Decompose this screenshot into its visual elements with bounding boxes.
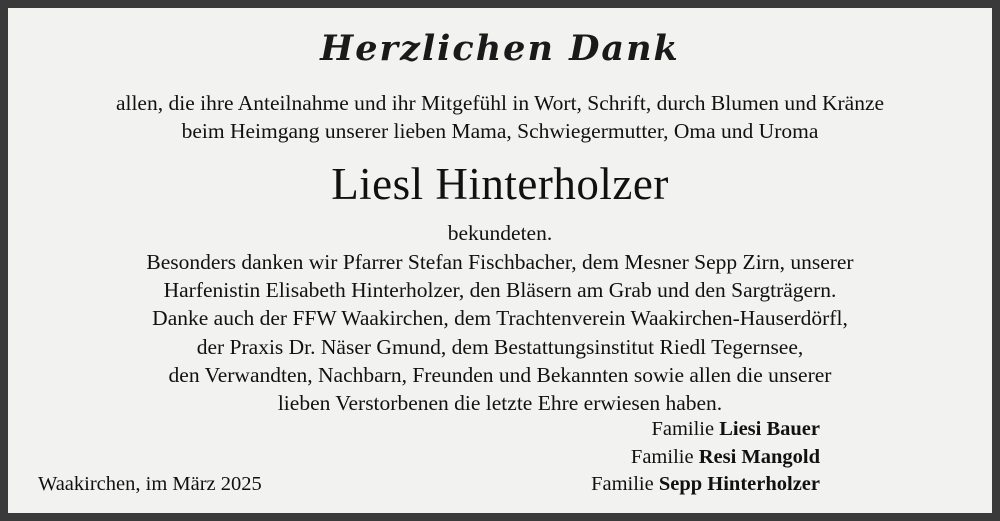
body-line: bekundeten. xyxy=(447,221,553,246)
body-line: Harfenistin Elisabeth Hinterholzer, den Bläsern am Grab und den Sargträgern. xyxy=(163,277,837,302)
family-name: Resi Mangold xyxy=(698,445,820,468)
body-line: lieben Verstorbenen die letzte Ehre erwiesen haben. xyxy=(277,391,723,416)
place-and-date: Waakirchen, im März 2025 xyxy=(38,473,262,496)
intro-line: beim Heimgang unserer lieben Mama, Schwiegermutter, Oma und Uroma xyxy=(181,119,819,144)
body-line: den Verwandten, Nachbarn, Freunden und Bekannten sowie allen die unserer xyxy=(168,363,832,388)
family-line xyxy=(591,471,820,499)
intro-paragraph xyxy=(38,89,962,146)
footer xyxy=(38,416,962,499)
deceased-name: Liesl Hinterholzer xyxy=(331,158,669,209)
body-line: Danke auch der FFW Waakirchen, dem Trachtenverein Waakirchen-Hauserdörfl, xyxy=(152,306,848,331)
family-signatures xyxy=(591,416,962,499)
headline: Herzlichen Dank xyxy=(320,28,680,69)
family-line xyxy=(591,444,820,472)
intro-line: allen, die ihre Anteilnahme und ihr Mitgefühl in Wort, Schrift, durch Blumen und Kränze xyxy=(115,90,885,115)
family-prefix: Familie xyxy=(630,445,699,468)
family-line xyxy=(591,416,820,444)
family-prefix: Familie xyxy=(651,417,720,440)
obituary-card xyxy=(8,8,992,513)
thanks-paragraph xyxy=(38,219,962,418)
body-line: der Praxis Dr. Näser Gmund, dem Bestattungsinstitut Riedl Tegernsee, xyxy=(196,334,804,359)
body-line: Besonders danken wir Pfarrer Stefan Fischbacher, dem Mesner Sepp Zirn, unserer xyxy=(146,249,854,274)
family-prefix: Familie xyxy=(591,473,659,496)
family-name: Liesi Bauer xyxy=(719,417,820,440)
family-name: Sepp Hinterholzer xyxy=(658,473,820,496)
